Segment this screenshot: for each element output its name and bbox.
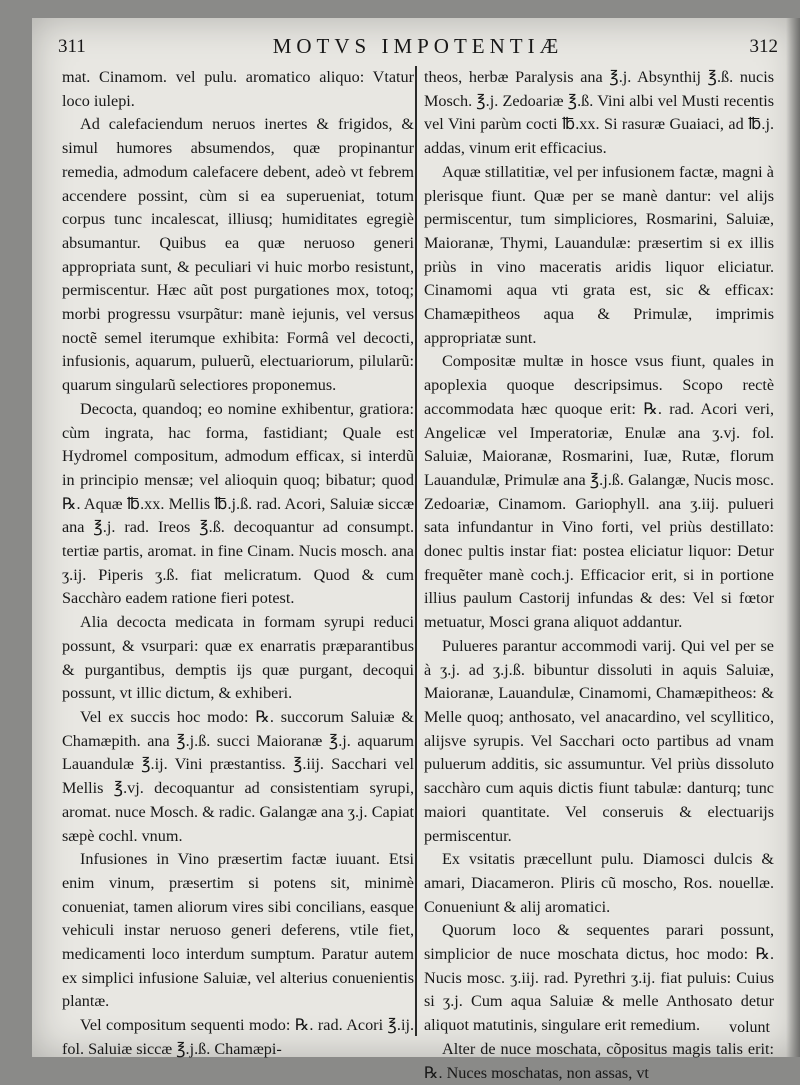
paragraph: Ex vsitatis præcellunt pulu. Diamosci dulcis & amari, Diacameron. Pliris cũ moscho, Ros. nouellæ. Conueniunt & alij aromatici. <box>424 850 774 916</box>
column-divider <box>415 66 417 1036</box>
running-title: MOTVS IMPOTENTIÆ <box>272 34 564 58</box>
paragraph: mat. Cinamom. vel pulu. aromatico aliquo: Vtatur loco iulepi. <box>62 68 414 110</box>
left-column <box>62 66 414 1058</box>
paragraph: Compositæ multæ in hosce vsus fiunt, quales in apoplexia quoque descripsimus. Scopo rectè accommodata hæc quoque erit: ℞. rad. Acori veri, Angelicæ vel Imperatoriæ, Enulæ ana ʒ.vj. fol. Saluiæ, Maioranæ, Rosmarini, Iuæ, Rutæ, florum Lauandulæ, Primulæ ana ℥.j.ß. Galangæ, Nucis mosc. Zedoariæ, Cinamom. Gariophyll. ana ʒ.iij. pulueri sata infundantur in Vino forti, vel priùs destillato: donec pultis instar fiat: postea eliciatur liquor: Detur frequẽter manè coch.j. Efficacior erit, si in portione illius paulum Castorij infundas & des: Vel si fœtor metuatur, Mosci grana aliquot addantur. <box>424 352 774 632</box>
paragraph: theos, herbæ Paralysis ana ℥.j. Absynthij ℥.ß. nucis Mosch. ℥.j. Zedoariæ ℥.ß. Vini albi vel Musti recentis vel Vini parùm cocti ℔.xx. Si rasuræ Guaiaci, ad ℔.j. addas, vinum erit efficacius. <box>424 68 774 158</box>
paragraph: Vel ex succis hoc modo: ℞. succorum Saluiæ & Chamæpith. ana ℥.j.ß. succi Maioranæ ℥.j. aquarum Lauandulæ ℥.ij. Vini præstantiss. ℥.iij. Sacchari vel Mellis ℥.vj. decoquantur ad consistentiam syrupi, aromat. nuce Mosch. & radic. Galangæ ana ʒ.j. Capiat sæpè cochl. vnum. <box>62 707 414 845</box>
page-number-right: 312 <box>749 36 778 57</box>
book-page <box>32 18 800 1082</box>
page-header <box>58 34 778 68</box>
paragraph: Alter de nuce moschata, cõpositus magis talis erit: ℞. Nuces moschatas, non assas, vt <box>424 1039 774 1082</box>
paragraph: Vel compositum sequenti modo: ℞. rad. Acori ℥.ij. fol. Saluiæ siccæ ℥.j.ß. Chamæpi- <box>62 1016 414 1058</box>
catchword: volunt <box>729 1019 770 1036</box>
paragraph: Decocta, quandoq; eo nomine exhibentur, gratiora: cùm ingrata, hac forma, fastidiant; Quale est Hydromel compositum, admodum efficax, si interdũ in principio mensæ; vel alioquin quoq; bibatur; quod ℞. Aquæ ℔.xx. Mellis ℔.j.ß. rad. Acori, Saluiæ siccæ ana ℥.j. rad. Ireos ℥.ß. decoquantur ad consumpt. tertiæ partis, aromat. in fine Cinam. Nucis mosch. ana ʒ.ij. Piperis ʒ.ß. fiat melicratum. Quod & cum Sacchàro eadem ratione fieri potest. <box>62 399 414 608</box>
paragraph: Ad calefaciendum neruos inertes & frigidos, & simul humores absumendos, quæ propinantur remedia, admodum calefacere debent, adeò vt febrem accendere possint, cùm si ea superueniat, totum corpus tunc incalescat, illiusq; humiditates egregiè absumantur. Quibus ea quæ neruoso generi appropriata sunt, & peculiari vi huic morbo resistunt, permiscentur. Hæc aũt post purgationes mox, totoq; morbi progressu vsurpãtur: manè iejunis, vel versus noctẽ semel iterumque exhibita: Formâ vel decocti, infusionis, aquarum, puluerũ, electuariorum, pilularũ: quarum singularũ selectiores proponemus. <box>62 115 414 395</box>
page-edge-shadow <box>786 18 800 1057</box>
right-column <box>424 66 774 1082</box>
paragraph: Aquæ stillatitiæ, vel per infusionem factæ, magni à plerisque fiunt. Quæ per se manè dantur: vel alijs permiscentur, tum simpliciores, Rosmarini, Saluiæ, Maioranæ, Thymi, Lauandulæ: præsertim si ex illis priùs in vino maceratis aridis liquor eliciatur. Cinamomi aqua vti grata est, sic & efficax: Chamæpitheos aqua & Primulæ, imprimis appropriatæ sunt. <box>424 162 774 347</box>
paragraph: Infusiones in Vino præsertim factæ iuuant. Etsi enim vinum, præsertim si potens sit, minimè conueniat, tamen aliorum vires sibi concilians, easque vehiculi instar neruoso generi deferens, vtile fiet, medicamenti loco interdum sumptum. Paratur autem ex simplici infusione Saluiæ, vel alterius conuenientis plantæ. <box>62 850 414 1011</box>
paragraph: Quorum loco & sequentes parari possunt, simplicior de nuce moschata dictus, hoc modo: ℞. Nucis mosc. ʒ.iij. rad. Pyrethri ʒ.ij. fiat puluis: Cuius si ʒ.j. Cum aqua Saluiæ & melle Anthosato detur aliquot matutinis, singulare erit remedium. <box>424 921 774 1035</box>
paragraph: Pulueres parantur accommodi varij. Qui vel per se à ʒ.j. ad ʒ.j.ß. bibuntur dissoluti in aquis Saluiæ, Maioranæ, Lauandulæ, Cinamomi, Chamæpitheos: & Melle quoq; anthosato, vel anacardino, vel scyllitico, alijsve syrupis. Vel Sacchari octo partibus ad vnam puluerum additis, sic assumuntur. Vel priùs dissoluto sacchàro cum aquis dictis fiunt tabulæ: danturq; tunc maiori quantitate. Vel conseruis & electuarijs permiscentur. <box>424 636 774 845</box>
paragraph: Alia decocta medicata in formam syrupi reduci possunt, & vsurpari: quæ ex enarratis præparantibus & purgantibus, demptis ijs quæ purgant, decoqui possunt, vt illic dictum, & exhiberi. <box>62 613 414 703</box>
page-number-left: 311 <box>58 36 86 57</box>
